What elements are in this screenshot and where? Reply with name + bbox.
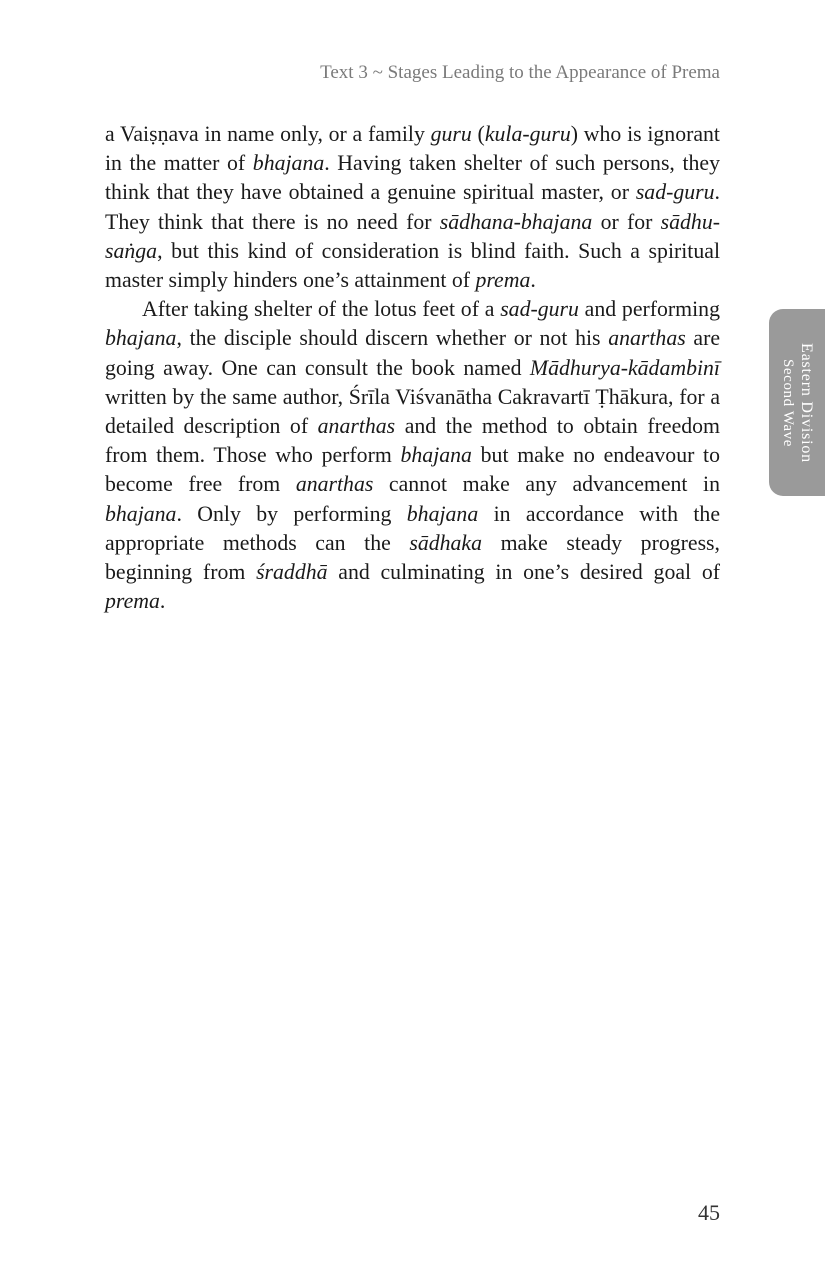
section-tab-division: Eastern Division — [798, 342, 815, 463]
section-thumb-tab — [769, 309, 825, 496]
running-header: Text 3 ~ Stages Leading to the Appearance of Prema — [320, 62, 720, 83]
paragraph-2: After taking shelter of the lotus feet of a sad-guru and performing bhajana, the disciple should discern whether or not his anarthas are going away. One can consult the book named Mādhurya-kādambinī written by the same author, Śrīla Viśvanātha Cakravartī Ṭhākura, for a detailed description of anarthas and the method to obtain freedom from them. Those who perform bhajana but make no endeavour to become free from anarthas cannot make any advancement in bhajana. Only by performing bhajana in accordance with the appropriate methods can the sādhaka make steady progress, beginning from śraddhā and culminating in one’s desired goal of prema. — [105, 297, 721, 614]
section-tab-wave: Second Wave — [780, 358, 796, 447]
page-number: 45 — [698, 1200, 720, 1225]
paragraph-1: a Vaiṣṇava in name only, or a family guru (kula-guru) who is ignorant in the matter of bhajana. Having taken shelter of such persons, they think that they have obtained a genuine spiritual master, or sad-guru. They think that there is no need for sādhana-bhajana or for sādhu-saṅga, but this kind of consideration is blind faith. Such a spiritual master simply hinders one’s attainment of prema. — [105, 122, 720, 293]
body-text — [105, 120, 720, 616]
